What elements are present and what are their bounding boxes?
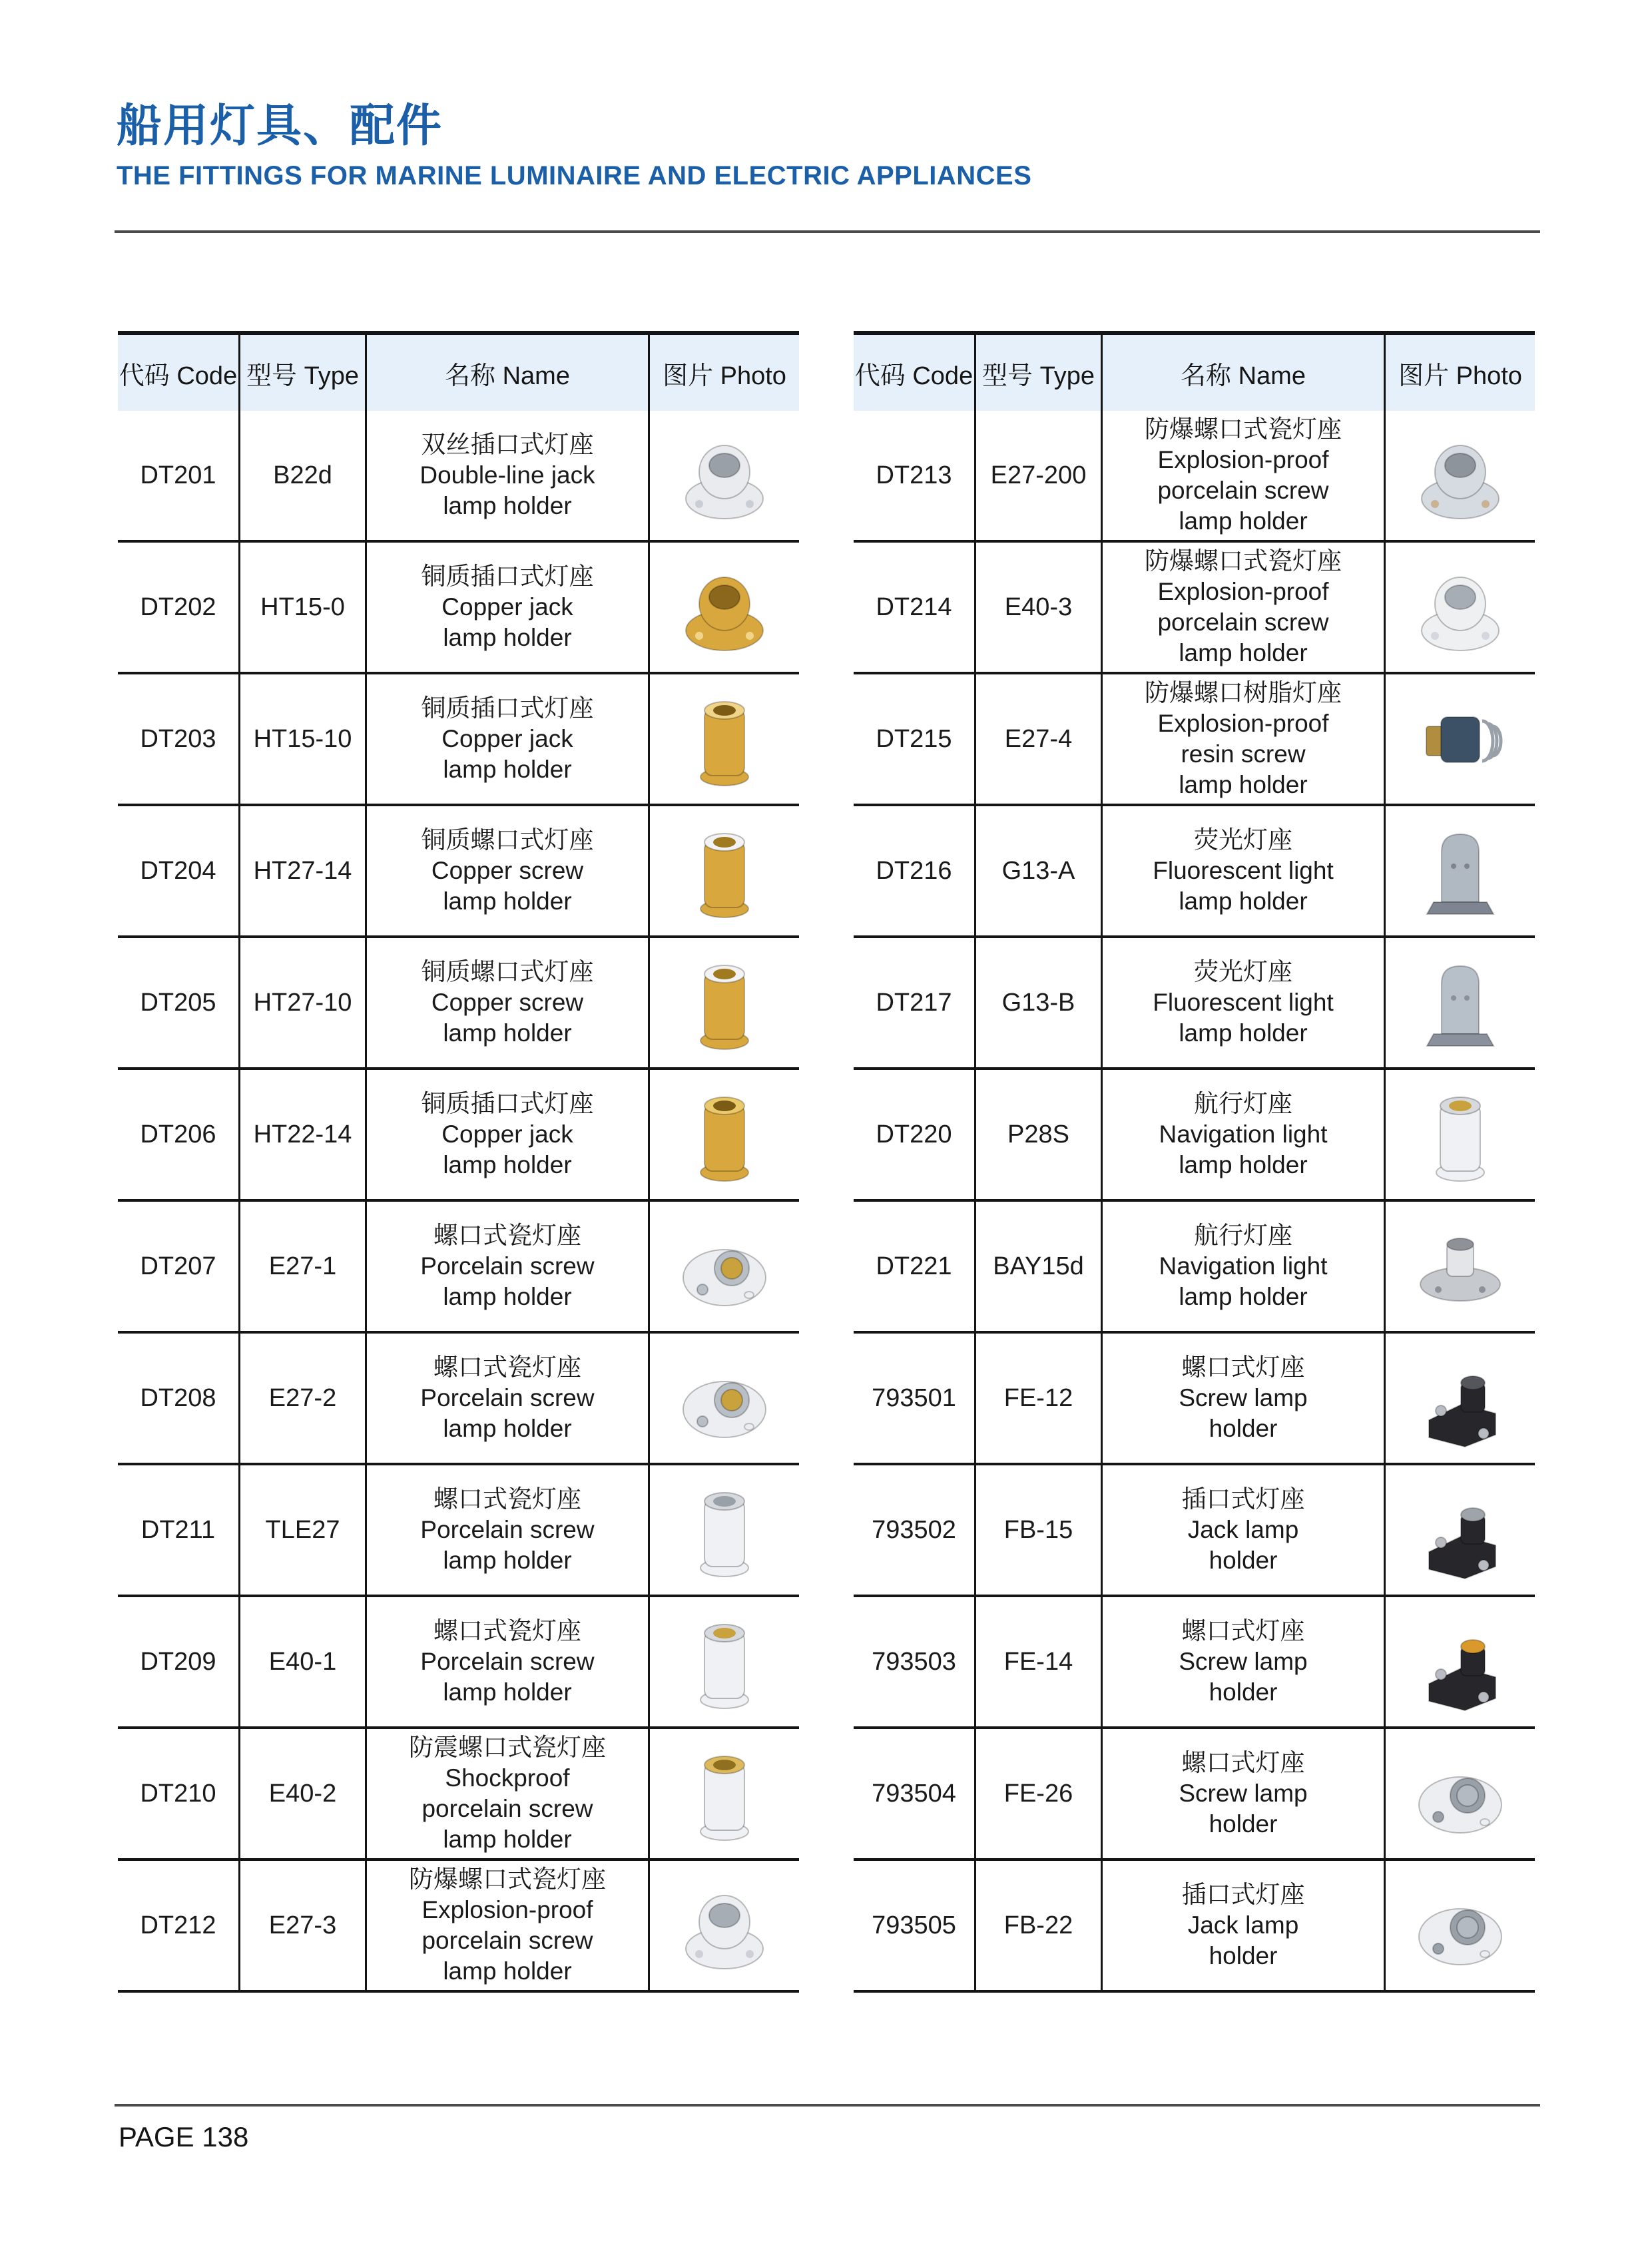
code-cell: DT204 <box>140 856 216 885</box>
name-en-line: lamp holder <box>443 1283 572 1310</box>
flange-lamp-holder-photo <box>668 551 781 664</box>
name-en-line: Jack lamp <box>1187 1911 1299 1939</box>
photo-cell <box>1384 1729 1535 1858</box>
photo-cell <box>1384 1070 1535 1199</box>
tomb-lamp-holder-photo <box>1404 946 1517 1059</box>
table-header-row <box>854 335 1535 411</box>
cyl-lamp-holder-photo <box>668 814 781 927</box>
product-row <box>854 411 1535 543</box>
name-en-line: holder <box>1209 1942 1278 1969</box>
name-zh: 防爆螺口式瓷灯座 <box>1145 547 1342 575</box>
type-cell: FB-15 <box>974 1465 1101 1595</box>
cyl-lamp-holder-photo <box>668 946 781 1059</box>
photo-column-header: 图片 Photo <box>648 335 799 411</box>
name-en-line: lamp holder <box>443 1547 572 1574</box>
name-en-line: Double-line jack <box>419 461 595 489</box>
product-row <box>854 543 1535 674</box>
name-cell <box>1101 1070 1384 1199</box>
name-zh: 防爆螺口树脂灯座 <box>1145 679 1342 706</box>
name-en-line: lamp holder <box>1179 1019 1308 1047</box>
code-cell: 793504 <box>872 1779 956 1808</box>
name-column-header: 名称 Name <box>365 335 648 411</box>
photo-column-header: 图片 Photo <box>1384 335 1535 411</box>
type-cell: FE-14 <box>974 1597 1101 1726</box>
type-cell: E27-4 <box>974 674 1101 804</box>
right-product-table <box>854 331 1535 1993</box>
type-cell: E40-3 <box>974 543 1101 672</box>
footer-rule <box>115 2104 1540 2107</box>
oval-lamp-holder-photo <box>668 1342 781 1455</box>
name-cell <box>1101 806 1384 935</box>
name-cell <box>1101 938 1384 1067</box>
type-cell: HT22-14 <box>238 1070 365 1199</box>
name-cell <box>365 411 648 540</box>
name-en-line: porcelain screw <box>1157 477 1329 504</box>
tomb-lamp-holder-photo <box>1404 814 1517 927</box>
name-zh: 插口式灯座 <box>1181 1485 1305 1513</box>
name-en-line: lamp holder <box>443 887 572 915</box>
name-en-line: lamp holder <box>1179 1283 1308 1310</box>
name-en-line: lamp holder <box>443 1826 572 1853</box>
name-en-line: lamp holder <box>1179 771 1308 798</box>
flange-lamp-holder-photo <box>1404 551 1517 664</box>
name-en-line: lamp holder <box>443 1678 572 1706</box>
name-zh: 防爆螺口式瓷灯座 <box>409 1866 606 1893</box>
name-zh: 铜质螺口式灯座 <box>421 958 594 985</box>
name-en-line: porcelain screw <box>421 1795 593 1822</box>
name-en-line: Explosion-proof <box>1157 710 1329 737</box>
product-row <box>854 1202 1535 1334</box>
oval-lamp-holder-photo <box>1404 1737 1517 1850</box>
flange-lamp-holder-photo <box>668 419 781 532</box>
photo-cell <box>1384 1334 1535 1463</box>
type-cell: TLE27 <box>238 1465 365 1595</box>
photo-cell <box>648 938 799 1067</box>
name-en-line: Jack lamp <box>1187 1516 1299 1543</box>
code-cell: DT220 <box>876 1120 952 1148</box>
product-row <box>118 674 799 806</box>
type-cell: E27-3 <box>238 1861 365 1990</box>
name-en-line: lamp holder <box>443 1019 572 1047</box>
name-zh: 铜质插口式灯座 <box>421 694 594 722</box>
table-header-row <box>118 335 799 411</box>
photo-cell <box>648 1334 799 1463</box>
code-cell: 793505 <box>872 1911 956 1939</box>
name-zh: 防震螺口式瓷灯座 <box>409 1734 606 1761</box>
type-cell: HT27-10 <box>238 938 365 1067</box>
photo-cell <box>648 1202 799 1331</box>
name-cell <box>365 1070 648 1199</box>
name-zh: 螺口式灯座 <box>1181 1749 1305 1776</box>
name-en-line: Navigation light <box>1159 1120 1328 1148</box>
name-en-line: Copper screw <box>431 989 584 1016</box>
name-cell <box>1101 1202 1384 1331</box>
name-cell <box>1101 1465 1384 1595</box>
photo-cell <box>648 806 799 935</box>
code-cell: DT201 <box>140 461 216 489</box>
name-zh: 螺口式瓷灯座 <box>433 1222 581 1249</box>
type-cell: G13-A <box>974 806 1101 935</box>
name-zh: 铜质螺口式灯座 <box>421 826 594 854</box>
code-cell: DT202 <box>140 593 216 621</box>
name-zh: 防爆螺口式瓷灯座 <box>1145 415 1342 443</box>
type-cell: BAY15d <box>974 1202 1101 1331</box>
type-cell: HT27-14 <box>238 806 365 935</box>
name-zh: 荧光灯座 <box>1194 826 1292 854</box>
name-en-line: holder <box>1209 1415 1278 1442</box>
name-zh: 螺口式瓷灯座 <box>433 1354 581 1381</box>
type-cell: E27-2 <box>238 1334 365 1463</box>
cyl-lamp-holder-photo <box>1404 1078 1517 1191</box>
name-zh: 螺口式灯座 <box>1181 1617 1305 1644</box>
photo-cell <box>648 1729 799 1858</box>
photo-cell <box>1384 1861 1535 1990</box>
name-zh: 双丝插口式灯座 <box>421 431 594 458</box>
type-cell: FB-22 <box>974 1861 1101 1990</box>
name-en-line: Explosion-proof <box>421 1896 593 1923</box>
photo-cell <box>1384 1597 1535 1726</box>
name-en-line: Screw lamp <box>1179 1648 1308 1675</box>
code-cell: DT217 <box>876 988 952 1017</box>
name-en-line: Shockproof <box>445 1764 570 1792</box>
page-title-zh: 船用灯具、配件 <box>117 101 443 151</box>
product-row <box>854 1070 1535 1202</box>
type-column-header: 型号 Type <box>238 335 365 411</box>
name-en-line: holder <box>1209 1547 1278 1574</box>
header-rule <box>115 230 1540 233</box>
name-cell <box>365 938 648 1067</box>
product-row <box>854 1729 1535 1861</box>
name-zh: 铜质插口式灯座 <box>421 1090 594 1117</box>
code-cell: DT208 <box>140 1383 216 1412</box>
product-row <box>118 1597 799 1729</box>
name-en-line: Copper jack <box>441 725 573 752</box>
code-cell: DT203 <box>140 724 216 753</box>
code-cell: 793503 <box>872 1647 956 1676</box>
name-cell <box>1101 1861 1384 1990</box>
name-cell <box>365 1729 648 1858</box>
name-column-header: 名称 Name <box>1101 335 1384 411</box>
name-en-line: lamp holder <box>443 492 572 519</box>
photo-cell <box>1384 543 1535 672</box>
name-en-line: Porcelain screw <box>420 1252 595 1280</box>
name-en-line: Porcelain screw <box>420 1516 595 1543</box>
type-column-header: 型号 Type <box>974 335 1101 411</box>
flange-lamp-holder-photo <box>668 1869 781 1982</box>
product-row <box>118 543 799 674</box>
photo-cell <box>648 1465 799 1595</box>
cyl-lamp-holder-photo <box>668 1737 781 1850</box>
name-en-line: lamp holder <box>443 756 572 783</box>
code-cell: DT221 <box>876 1252 952 1280</box>
code-cell: 793501 <box>872 1383 956 1412</box>
disc-lamp-holder-photo <box>1404 1210 1517 1323</box>
code-cell: 793502 <box>872 1515 956 1544</box>
name-en-line: Copper jack <box>441 593 573 621</box>
photo-cell <box>1384 411 1535 540</box>
code-cell: DT207 <box>140 1252 216 1280</box>
type-cell: HT15-10 <box>238 674 365 804</box>
name-en-line: Porcelain screw <box>420 1384 595 1411</box>
photo-cell <box>648 543 799 672</box>
name-en-line: lamp holder <box>443 624 572 651</box>
name-en-line: resin screw <box>1181 740 1306 768</box>
code-cell: DT216 <box>876 856 952 885</box>
block-lamp-holder-photo <box>1404 1473 1517 1587</box>
name-cell <box>365 806 648 935</box>
name-en-line: porcelain screw <box>1157 609 1329 636</box>
type-cell: FE-12 <box>974 1334 1101 1463</box>
code-cell: DT212 <box>140 1911 216 1939</box>
name-cell <box>1101 1334 1384 1463</box>
name-zh: 螺口式瓷灯座 <box>433 1485 581 1513</box>
page-number: PAGE 138 <box>119 2121 249 2152</box>
name-cell <box>1101 1729 1384 1858</box>
name-en-line: Copper jack <box>441 1120 573 1148</box>
type-cell: G13-B <box>974 938 1101 1067</box>
name-en-line: Fluorescent light <box>1153 857 1334 884</box>
name-en-line: Screw lamp <box>1179 1384 1308 1411</box>
page-title-en: THE FITTINGS FOR MARINE LUMINAIRE AND ELECTRIC APPLIANCES <box>117 161 1032 191</box>
product-row <box>118 1729 799 1861</box>
oval-lamp-holder-photo <box>668 1210 781 1323</box>
type-cell: FE-26 <box>974 1729 1101 1858</box>
name-zh: 航行灯座 <box>1194 1222 1292 1249</box>
product-row <box>854 1597 1535 1729</box>
product-row <box>118 806 799 938</box>
photo-cell <box>648 1861 799 1990</box>
name-en-line: holder <box>1209 1810 1278 1838</box>
code-cell: DT214 <box>876 593 952 621</box>
photo-cell <box>648 674 799 804</box>
name-zh: 螺口式瓷灯座 <box>433 1617 581 1644</box>
product-row <box>118 1334 799 1465</box>
photo-cell <box>1384 1465 1535 1595</box>
resin-lamp-holder-photo <box>1404 682 1517 796</box>
code-cell: DT205 <box>140 988 216 1017</box>
photo-cell <box>648 1597 799 1726</box>
name-zh: 螺口式灯座 <box>1181 1354 1305 1381</box>
code-column-header: 代码 Code <box>119 362 238 390</box>
photo-cell <box>648 1070 799 1199</box>
name-cell <box>365 1202 648 1331</box>
product-row <box>118 1861 799 1993</box>
code-cell: DT213 <box>876 461 952 489</box>
name-cell <box>365 1334 648 1463</box>
name-en-line: lamp holder <box>443 1957 572 1985</box>
name-en-line: lamp holder <box>1179 507 1308 535</box>
type-cell: E27-200 <box>974 411 1101 540</box>
name-cell <box>1101 411 1384 540</box>
type-cell: P28S <box>974 1070 1101 1199</box>
name-cell <box>365 1597 648 1726</box>
oval-lamp-holder-photo <box>1404 1869 1517 1982</box>
type-cell: E40-2 <box>238 1729 365 1858</box>
name-en-line: Screw lamp <box>1179 1780 1308 1807</box>
code-cell: DT210 <box>140 1779 216 1808</box>
code-cell: DT211 <box>140 1515 216 1544</box>
product-row <box>118 1202 799 1334</box>
product-row <box>118 938 799 1070</box>
block-lamp-holder-photo <box>1404 1342 1517 1455</box>
name-en-line: lamp holder <box>1179 1151 1308 1178</box>
name-zh: 航行灯座 <box>1194 1090 1292 1117</box>
name-cell <box>1101 543 1384 672</box>
name-en-line: lamp holder <box>1179 887 1308 915</box>
name-cell <box>365 1465 648 1595</box>
cyl-lamp-holder-photo <box>668 1078 781 1191</box>
name-en-line: Fluorescent light <box>1153 989 1334 1016</box>
product-row <box>854 1334 1535 1465</box>
code-cell: DT206 <box>140 1120 216 1148</box>
code-cell: DT215 <box>876 724 952 753</box>
type-cell: E40-1 <box>238 1597 365 1726</box>
photo-cell <box>1384 1202 1535 1331</box>
product-row <box>118 1465 799 1597</box>
name-en-line: lamp holder <box>443 1415 572 1442</box>
photo-cell <box>1384 674 1535 804</box>
product-row <box>118 1070 799 1202</box>
product-row <box>854 1465 1535 1597</box>
product-row <box>854 938 1535 1070</box>
cyl-lamp-holder-photo <box>668 1473 781 1587</box>
name-en-line: lamp holder <box>443 1151 572 1178</box>
photo-cell <box>1384 806 1535 935</box>
block-lamp-holder-photo <box>1404 1605 1517 1718</box>
left-product-table <box>118 331 799 1993</box>
page-header <box>117 100 1555 191</box>
product-row <box>854 806 1535 938</box>
name-zh: 插口式灯座 <box>1181 1881 1305 1908</box>
product-row <box>118 411 799 543</box>
photo-cell <box>648 411 799 540</box>
photo-cell <box>1384 938 1535 1067</box>
name-cell <box>1101 1597 1384 1726</box>
type-cell: HT15-0 <box>238 543 365 672</box>
name-en-line: Explosion-proof <box>1157 446 1329 473</box>
product-row <box>854 674 1535 806</box>
product-row <box>854 1861 1535 1993</box>
name-en-line: Porcelain screw <box>420 1648 595 1675</box>
name-en-line: Copper screw <box>431 857 584 884</box>
code-column-header: 代码 Code <box>854 362 973 390</box>
name-cell <box>365 674 648 804</box>
code-cell: DT209 <box>140 1647 216 1676</box>
cyl-lamp-holder-photo <box>668 682 781 796</box>
cyl-lamp-holder-photo <box>668 1605 781 1718</box>
name-en-line: lamp holder <box>1179 639 1308 666</box>
name-en-line: Navigation light <box>1159 1252 1328 1280</box>
name-cell <box>1101 674 1384 804</box>
name-en-line: Explosion-proof <box>1157 578 1329 605</box>
name-en-line: holder <box>1209 1678 1278 1706</box>
type-cell: E27-1 <box>238 1202 365 1331</box>
name-en-line: porcelain screw <box>421 1927 593 1954</box>
name-zh: 荧光灯座 <box>1194 958 1292 985</box>
flange-lamp-holder-photo <box>1404 419 1517 532</box>
type-cell: B22d <box>238 411 365 540</box>
name-cell <box>365 543 648 672</box>
name-zh: 铜质插口式灯座 <box>421 563 594 590</box>
name-cell <box>365 1861 648 1990</box>
